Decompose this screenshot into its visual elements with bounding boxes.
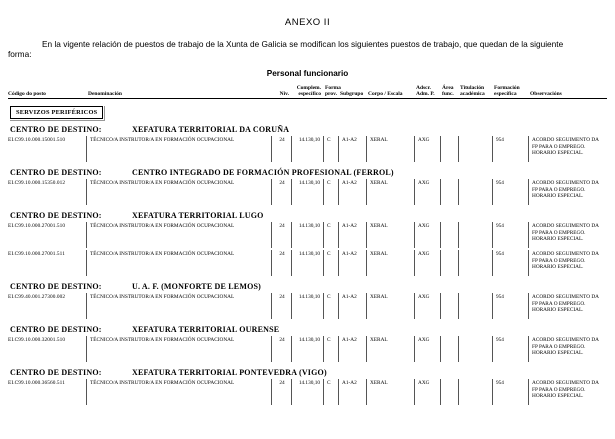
cell-area — [440, 336, 458, 362]
cell-adscr: AXG — [414, 136, 440, 162]
cell-titulacion — [458, 336, 492, 362]
cell-forma: C — [323, 179, 338, 205]
col-header-top: Adscr. — [416, 84, 431, 91]
cell-forma: C — [323, 379, 338, 405]
cell-subgrupo: A1-A2 — [338, 179, 366, 205]
cell-codigo: EI.C99.10.000.32001.510 — [8, 337, 66, 344]
centro-destino-heading — [10, 282, 607, 291]
cell-niv: 24 — [271, 336, 291, 362]
cell-observ: ACORDO SEGUIMENTO DA FP PARA O EMPREGO. HORARIO ESPECIAL. — [528, 293, 607, 319]
cell-titulacion — [458, 179, 492, 205]
centro-destino-label: CENTRO DE DESTINO: — [10, 168, 102, 178]
centro-destino-name: U. A. F. (MONFORTE DE LEMOS) — [132, 282, 262, 292]
cell-titulacion — [458, 136, 492, 162]
cell-formacion: 954 — [492, 222, 528, 248]
cell-corpo: XERAL — [366, 136, 414, 162]
cell-area — [440, 250, 458, 276]
table-row — [8, 250, 607, 276]
col-header-titulacion — [458, 85, 492, 98]
cell-corpo: XERAL — [366, 179, 414, 205]
col-header-subgrupo — [338, 85, 366, 97]
col-header-label: específica — [494, 91, 517, 98]
centro-destino-name: XEFATURA TERRITORIAL DA CORUÑA — [132, 125, 290, 135]
cell-denominacion: TÉCNICO/A INSTRUTOR/A EN FORMACIÓN OCUPACIONAL — [86, 250, 271, 276]
cell-codigo: EI.C99.10.000.15350.012 — [8, 180, 66, 187]
centro-destino-label: CENTRO DE DESTINO: — [10, 325, 102, 335]
cell-formacion: 954 — [492, 379, 528, 405]
col-header-label: func. — [442, 91, 454, 98]
col-header-top: Formación — [494, 84, 520, 91]
cell-subgrupo: A1-A2 — [338, 379, 366, 405]
cell-niv: 24 — [271, 293, 291, 319]
centro-destino-heading — [10, 168, 607, 177]
col-header-label: Niv. — [279, 91, 289, 98]
col-header-codigo — [8, 85, 86, 97]
cell-area — [440, 293, 458, 319]
cell-area — [440, 379, 458, 405]
cell-adscr: AXG — [414, 293, 440, 319]
cell-adscr: AXG — [414, 179, 440, 205]
cell-subgrupo: A1-A2 — [338, 293, 366, 319]
cell-complem: 14.130,10 — [291, 136, 323, 162]
cell-forma: C — [323, 293, 338, 319]
table-row — [8, 179, 607, 205]
cell-codigo: EI.C99.10.000.36560.511 — [8, 380, 65, 387]
cell-observ: ACORDO SEGUIMENTO DA FP PARA O EMPREGO. HORARIO ESPECIAL. — [528, 222, 607, 248]
centro-destino-name: XEFATURA TERRITORIAL OURENSE — [132, 325, 280, 335]
col-header-forma — [323, 84, 341, 98]
cell-corpo: XERAL — [366, 222, 414, 248]
col-header-complem — [291, 85, 323, 98]
cell-codigo: EI.C99.10.000.27001.510 — [8, 223, 66, 230]
cell-denominacion: TÉCNICO/A INSTRUTOR/A EN FORMACIÓN OCUPACIONAL — [86, 379, 271, 405]
cell-denominacion: TÉCNICO/A INSTRUTOR/A EN FORMACIÓN OCUPACIONAL — [86, 336, 271, 362]
cell-subgrupo: A1-A2 — [338, 250, 366, 276]
col-header-formacion — [492, 85, 528, 98]
col-header-area — [440, 85, 458, 98]
cell-denominacion: TÉCNICO/A INSTRUTOR/A EN FORMACIÓN OCUPACIONAL — [86, 136, 271, 162]
cell-denominacion: TÉCNICO/A INSTRUTOR/A EN FORMACIÓN OCUPACIONAL — [86, 222, 271, 248]
cell-niv: 24 — [271, 379, 291, 405]
col-header-label: Código do posto — [8, 91, 46, 98]
centro-destino-heading — [10, 368, 607, 377]
col-header-top: Forma — [325, 84, 341, 91]
page-title: ANEXO II — [284, 17, 331, 28]
table-row — [8, 336, 607, 362]
centro-destino-name: XEFATURA TERRITORIAL PONTEVEDRA (VIGO) — [132, 368, 327, 378]
cell-corpo: XERAL — [366, 293, 414, 319]
cell-niv: 24 — [271, 136, 291, 162]
cell-titulacion — [458, 222, 492, 248]
col-header-adscr — [414, 85, 440, 98]
col-header-label: Subgrupo — [340, 91, 364, 98]
cell-codigo: EI.C99.10.000.15001.510 — [8, 137, 66, 144]
cell-niv: 24 — [271, 222, 291, 248]
cell-area — [440, 136, 458, 162]
table-body — [8, 125, 607, 405]
cell-observ: ACORDO SEGUIMENTO DA FP PARA O EMPREGO. HORARIO ESPECIAL. — [528, 136, 607, 162]
cell-forma: C — [323, 336, 338, 362]
centro-destino-heading — [10, 211, 607, 220]
cell-denominacion: TÉCNICO/A INSTRUTOR/A EN FORMACIÓN OCUPACIONAL — [86, 179, 271, 205]
col-header-label: prov. — [325, 91, 337, 98]
section-badge: SERVIZOS PERIFÉRICOS — [10, 106, 103, 119]
col-header-label: Adm. P. — [416, 91, 435, 98]
cell-niv: 24 — [271, 250, 291, 276]
col-header-top: Área — [442, 84, 454, 91]
cell-adscr: AXG — [414, 250, 440, 276]
cell-formacion: 954 — [492, 336, 528, 362]
cell-corpo: XERAL — [366, 336, 414, 362]
intro-paragraph — [8, 39, 607, 60]
centro-destino-label: CENTRO DE DESTINO: — [10, 125, 102, 135]
cell-forma: C — [323, 222, 338, 248]
cell-corpo: XERAL — [366, 379, 414, 405]
col-header-label: Observacións — [530, 91, 562, 98]
cell-complem: 14.130,10 — [291, 179, 323, 205]
col-header-top: Titulación — [460, 84, 485, 91]
cell-complem: 14.130,10 — [291, 222, 323, 248]
cell-complem: 14.130,10 — [291, 293, 323, 319]
col-header-label: Denominación — [88, 91, 122, 98]
table-title: Personal funcionario — [266, 68, 349, 78]
cell-formacion: 954 — [492, 136, 528, 162]
cell-adscr: AXG — [414, 379, 440, 405]
cell-complem: 14.130,10 — [291, 379, 323, 405]
col-header-denominacion — [86, 85, 271, 97]
cell-titulacion — [458, 293, 492, 319]
cell-subgrupo: A1-A2 — [338, 222, 366, 248]
cell-codigo: EI.C99.10.000.27001.511 — [8, 251, 65, 258]
col-header-corpo — [366, 85, 414, 97]
intro-line-1: En la vigente relación de puestos de trabajo de la Xunta de Galicia se modifican los siguientes puestos de trabajo, que quedan de la siguiente — [42, 39, 564, 49]
cell-area — [440, 179, 458, 205]
cell-forma: C — [323, 136, 338, 162]
centro-destino-label: CENTRO DE DESTINO: — [10, 282, 102, 292]
intro-line-2: forma: — [8, 49, 32, 60]
cell-forma: C — [323, 250, 338, 276]
cell-formacion: 954 — [492, 293, 528, 319]
table-header-row — [8, 85, 607, 100]
cell-complem: 14.130,10 — [291, 250, 323, 276]
cell-adscr: AXG — [414, 222, 440, 248]
col-header-label: Corpo / Escala — [368, 91, 403, 98]
centro-destino-name: XEFATURA TERRITORIAL LUGO — [132, 211, 264, 221]
cell-observ: ACORDO SEGUIMENTO DA FP PARA O EMPREGO. HORARIO ESPECIAL. — [528, 336, 607, 362]
col-header-label: específico — [298, 91, 321, 98]
col-header-observ — [528, 85, 607, 97]
cell-area — [440, 222, 458, 248]
col-header-label: académica — [460, 91, 485, 98]
cell-titulacion — [458, 250, 492, 276]
table-row — [8, 222, 607, 248]
cell-observ: ACORDO SEGUIMENTO DA FP PARA O EMPREGO. HORARIO ESPECIAL. — [528, 379, 607, 405]
cell-subgrupo: A1-A2 — [338, 336, 366, 362]
centro-destino-heading — [10, 325, 607, 334]
centro-destino-heading — [10, 125, 607, 134]
table-row — [8, 293, 607, 319]
cell-corpo: XERAL — [366, 250, 414, 276]
cell-niv: 24 — [271, 179, 291, 205]
cell-formacion: 954 — [492, 250, 528, 276]
cell-codigo: EI.C99.40.001.27300.002 — [8, 294, 66, 301]
col-header-top: Complem. — [296, 84, 321, 91]
cell-subgrupo: A1-A2 — [338, 136, 366, 162]
cell-observ: ACORDO SEGUIMENTO DA FP PARA O EMPREGO. HORARIO ESPECIAL. — [528, 179, 607, 205]
cell-formacion: 954 — [492, 179, 528, 205]
col-header-niv — [271, 85, 291, 97]
cell-denominacion: TÉCNICO/A INSTRUTOR/A EN FORMACIÓN OCUPACIONAL — [86, 293, 271, 319]
cell-complem: 14.130,10 — [291, 336, 323, 362]
centro-destino-label: CENTRO DE DESTINO: — [10, 211, 102, 221]
cell-adscr: AXG — [414, 336, 440, 362]
cell-titulacion — [458, 379, 492, 405]
table-row — [8, 379, 607, 405]
table-row — [8, 136, 607, 162]
centro-destino-label: CENTRO DE DESTINO: — [10, 368, 102, 378]
centro-destino-name: CENTRO INTEGRADO DE FORMACIÓN PROFESIONAL (FERROL) — [132, 168, 394, 178]
cell-observ: ACORDO SEGUIMENTO DA FP PARA O EMPREGO. HORARIO ESPECIAL. — [528, 250, 607, 276]
